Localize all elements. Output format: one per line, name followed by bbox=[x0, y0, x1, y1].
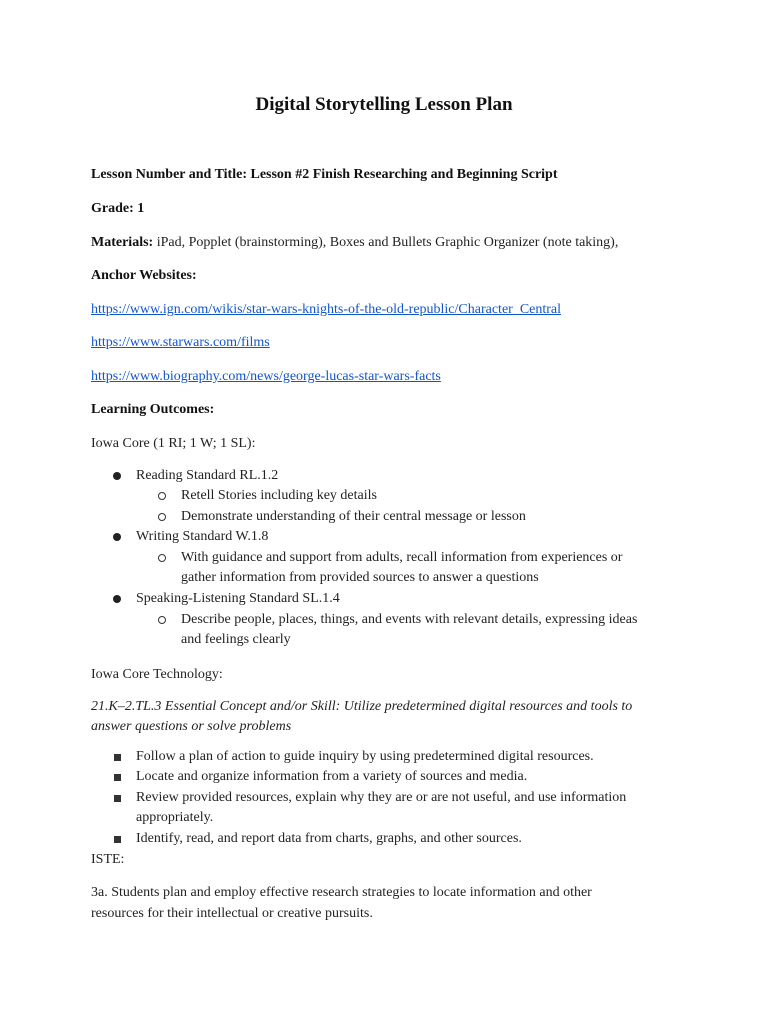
standard-speaking-sub-1-cont: and feelings clearly bbox=[181, 632, 291, 647]
standard-writing-sub-1: With guidance and support from adults, recall information from experiences or bbox=[181, 550, 623, 565]
bullet-square-icon bbox=[114, 795, 121, 802]
tech-item-2: Locate and organize information from a variety of sources and media. bbox=[136, 769, 528, 784]
learning-outcomes-heading: Learning Outcomes: bbox=[91, 402, 215, 417]
bullet-circle-icon bbox=[158, 616, 166, 624]
standard-reading: Reading Standard RL.1.2 bbox=[136, 468, 279, 483]
tech-item-1: Follow a plan of action to guide inquiry by using predetermined digital resources. bbox=[136, 749, 594, 764]
iste-line-2: resources for their intellectual or creative pursuits. bbox=[91, 906, 373, 921]
standard-writing-sub-1-cont: gather information from provided sources to answer a questions bbox=[181, 570, 539, 585]
bullet-square-icon bbox=[114, 774, 121, 781]
bullet-circle-icon bbox=[158, 554, 166, 562]
bullet-circle-icon bbox=[158, 492, 166, 500]
lesson-title: Lesson Number and Title: Lesson #2 Finish Researching and Beginning Script bbox=[91, 167, 558, 182]
standard-reading-sub-2: Demonstrate understanding of their central message or lesson bbox=[181, 509, 526, 524]
standard-reading-sub-1: Retell Stories including key details bbox=[181, 488, 377, 503]
tech-concept-line-2: answer questions or solve problems bbox=[91, 719, 292, 734]
standard-writing: Writing Standard W.1.8 bbox=[136, 529, 269, 544]
bullet-square-icon bbox=[114, 754, 121, 761]
iste-line-1: 3a. Students plan and employ effective research strategies to locate information and other bbox=[91, 885, 592, 900]
bullet-dot-icon bbox=[113, 595, 121, 603]
anchor-link-starwars[interactable]: https://www.starwars.com/films bbox=[91, 335, 270, 350]
tech-item-3-cont: appropriately. bbox=[136, 810, 214, 825]
anchor-websites-heading: Anchor Websites: bbox=[91, 268, 197, 283]
bullet-dot-icon bbox=[113, 533, 121, 541]
bullet-circle-icon bbox=[158, 513, 166, 521]
iowa-core-technology-heading: Iowa Core Technology: bbox=[91, 667, 223, 682]
bullet-square-icon bbox=[114, 836, 121, 843]
anchor-link-biography[interactable]: https://www.biography.com/news/george-lucas-star-wars-facts bbox=[91, 369, 441, 384]
grade-line: Grade: 1 bbox=[91, 201, 145, 216]
document-title: Digital Storytelling Lesson Plan bbox=[255, 94, 513, 115]
iste-heading: ISTE: bbox=[91, 852, 125, 867]
tech-item-3: Review provided resources, explain why they are or are not useful, and use information bbox=[136, 790, 627, 805]
tech-item-4: Identify, read, and report data from charts, graphs, and other sources. bbox=[136, 831, 522, 846]
materials-line bbox=[91, 233, 618, 253]
anchor-link-ign[interactable]: https://www.ign.com/wikis/star-wars-knights-of-the-old-republic/Character_Central bbox=[91, 302, 562, 317]
iowa-core-line: Iowa Core (1 RI; 1 W; 1 SL): bbox=[91, 436, 256, 451]
materials-label: Materials: bbox=[91, 235, 154, 250]
standard-speaking: Speaking-Listening Standard SL.1.4 bbox=[136, 591, 340, 606]
tech-concept-line-1: 21.K–2.TL.3 Essential Concept and/or Skill: Utilize predetermined digital resources and tools to bbox=[91, 699, 633, 714]
standard-speaking-sub-1: Describe people, places, things, and events with relevant details, expressing ideas bbox=[181, 612, 638, 627]
bullet-dot-icon bbox=[113, 472, 121, 480]
materials-value: iPad, Popplet (brainstorming), Boxes and Bullets Graphic Organizer (note taking), bbox=[153, 235, 619, 250]
